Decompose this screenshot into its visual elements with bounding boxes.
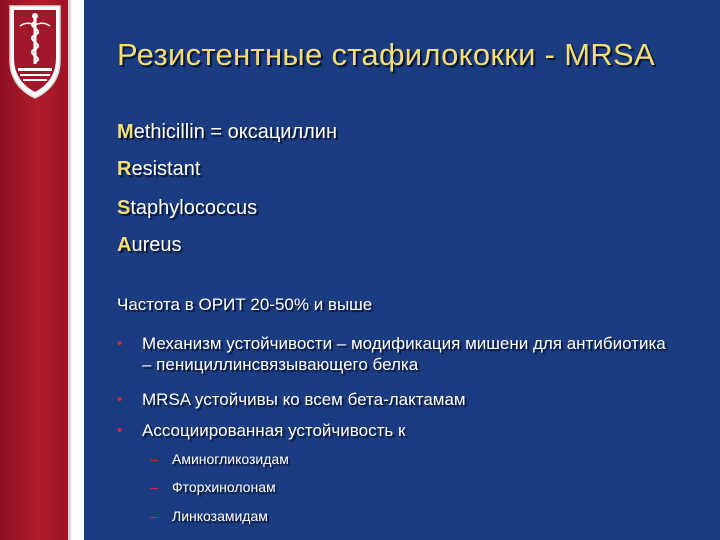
sub-bullet-marker: –: [150, 479, 158, 495]
medical-emblem-logo: [6, 2, 64, 102]
bullet-marker: •: [117, 422, 123, 439]
sub-bullet-text: Линкозамидам: [172, 508, 268, 524]
slide-title: Резистентные стафилококки - MRSA: [117, 37, 655, 72]
sub-bullet-fluoroquinolones: [150, 478, 276, 496]
sub-bullet-lincosamides: [150, 507, 268, 525]
sub-bullet-marker: –: [150, 451, 158, 467]
acronym-letter: S: [117, 197, 131, 219]
acronym-rest: ureus: [131, 234, 182, 256]
sub-bullet-aminoglycosides: [150, 450, 289, 468]
bullet-marker: •: [117, 391, 123, 408]
frequency-line: Частота в ОРИТ 20-50% и выше: [117, 295, 373, 314]
sub-bullet-text: Фторхинолонам: [172, 479, 276, 495]
bullet-item-associated-resistance: [117, 420, 677, 441]
acronym-letter: M: [117, 121, 134, 143]
acronym-line-resistant: [117, 158, 200, 180]
bullet-text: Механизм устойчивости – модификация мишени для антибиотика – пенициллинсвязывающего белка: [142, 334, 666, 374]
bullet-item-mechanism: [117, 333, 677, 375]
acronym-letter: R: [117, 158, 132, 180]
bullet-text: Ассоциированная устойчивость к: [142, 421, 406, 440]
left-strip-edge: [68, 0, 71, 540]
acronym-line-staphylococcus: [117, 197, 257, 219]
bullet-marker: •: [117, 335, 123, 352]
bullet-text: MRSA устойчивы ко всем бета-лактамам: [142, 390, 466, 409]
acronym-line-aureus: [117, 234, 181, 256]
acronym-rest: taphylococcus: [130, 197, 258, 219]
sub-bullet-text: Аминогликозидам: [172, 451, 289, 467]
sub-bullet-marker: –: [150, 508, 158, 524]
bullet-item-beta-lactams: [117, 389, 677, 410]
acronym-line-methicillin: [117, 121, 337, 143]
acronym-letter: A: [117, 234, 132, 256]
acronym-rest: ethicillin = оксациллин: [133, 121, 338, 143]
acronym-rest: esistant: [131, 158, 201, 180]
